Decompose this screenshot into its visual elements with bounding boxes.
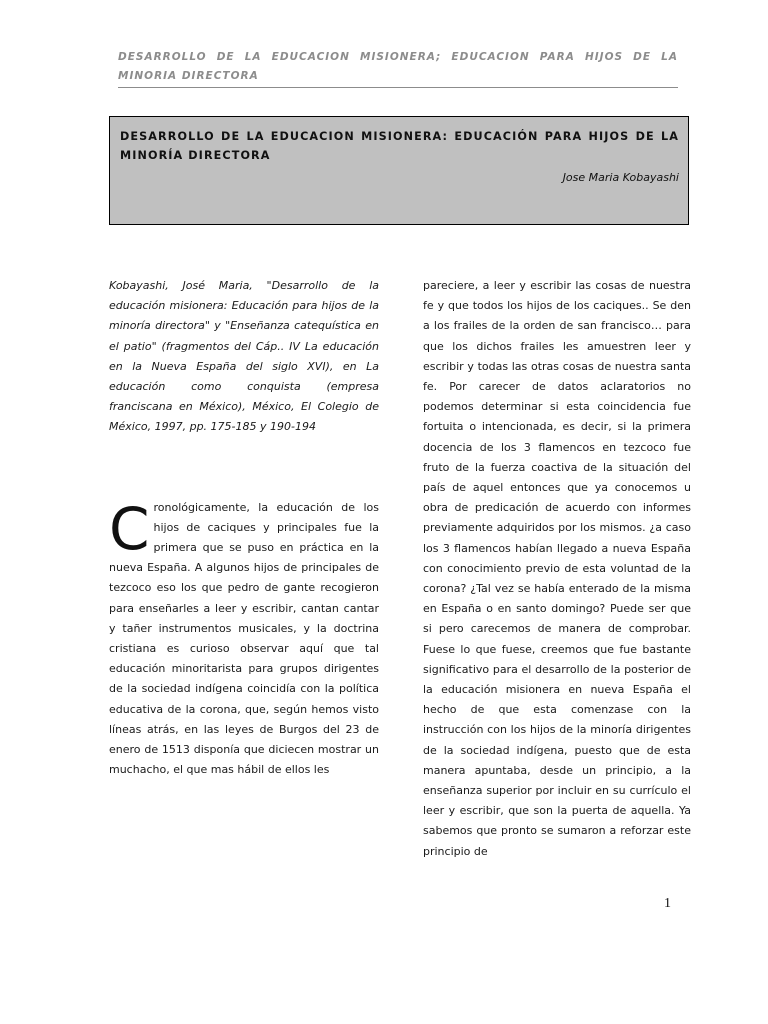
left-column: [109, 276, 379, 780]
running-header: DESARROLLO DE LA EDUCACION MISIONERA; EDUCACION PARA HIJOS DE LA MINORIA DIRECTORA: [118, 48, 678, 88]
body-left-text: ronológicamente, la educación de los hijos de caciques y principales fue la primera que se puso en práctica en la nueva España. A algunos hijos de principales de tezcoco eso los que pedro de gante recogieron para enseñarles a leer y escribir, cantan cantar y tañer instrumentos musicales, y la doctrina cristiana es curioso observar aquí que tal educación minoritarista para grupos dirigentes de la sociedad indígena coincidía con la política educativa de la corona, que, según hemos visto líneas atrás, en las leyes de Burgos del 23 de enero de 1513 disponía que diciecen mostrar un muchacho, el que mas hábil de ellos les: [109, 500, 379, 777]
body-paragraph-left: [109, 494, 379, 781]
right-column: [423, 276, 691, 862]
body-paragraph-right: pareciere, a leer y escribir las cosas de nuestra fe y que todos los hijos de los caciques.. Se den a los frailes de la orden de san francisco… para que los dichos frailes les amuestren leer y escribir y todas las otras cosas de nuestra santa fe. Por carecer de datos aclaratorios no podemos determinar si esta coincidencia fue fortuita o intencionada, es decir, si la primera docencia de los 3 flamencos en tezcoco fue fruto de la fuerza coactiva de la situación del país de aquel entonces que ya conocemos u obra de predicación de acuerdo con informes previamente adquiridos por los mismos. ¿a caso los 3 flamencos habían llegado a nueva España con conocimiento previo de esta voluntad de la corona? ¿Tal vez se había enterado de la misma en España o en santo domingo? Puede ser que si pero carecemos de manera de comprobar. Fuese lo que fuese, creemos que fue bastante significativo para el desarrollo de la posterior de la educación misionera en nueva España el hecho de que esta comenzase con la instrucción con los hijos de la minoría dirigentes de la sociedad indígena, puesto que de esta manera apuntaba, desde un principio, a la enseñanza superior por incluir en su currículo el leer y escribir, que son la puerta de aquella. Ya sabemos que pronto se sumaron a reforzar este principio de: [423, 279, 691, 858]
title-box: [109, 116, 689, 225]
article-author: Jose Maria Kobayashi: [562, 171, 679, 184]
citation: Kobayashi, José Maria, "Desarrollo de la educación misionera: Educación para hijos de la minoría directora" y "Enseñanza catequística en el patio" (fragmentos del Cáp.. IV La educación en la Nueva España del siglo XVI), en La educación como conquista (empresa franciscana en México), México, El Colegio de México, 1997, pp. 175-185 y 190-194: [109, 279, 379, 434]
article-title: DESARROLLO DE LA EDUCACION MISIONERA: EDUCACIÓN PARA HIJOS DE LA MINORÍA DIRECTORA: [120, 130, 679, 162]
drop-cap: C: [109, 494, 150, 563]
page-number: 1: [664, 896, 671, 911]
